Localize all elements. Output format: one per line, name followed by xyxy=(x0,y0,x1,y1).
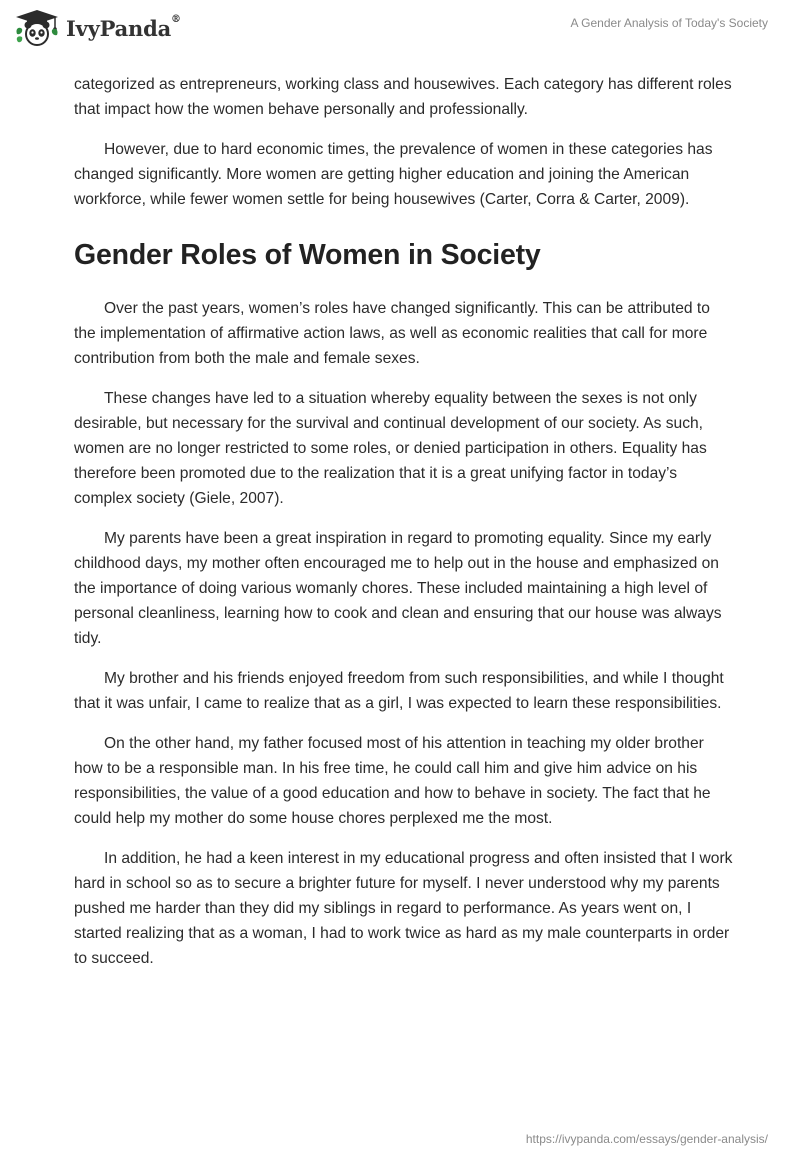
essay-content xyxy=(74,72,734,986)
page-header xyxy=(0,0,800,60)
paragraph-father: On the other hand, my father focused most of his attention in teaching my older brother how to be a responsible man. In his free time, he could call him and give him advice on his responsibilities, the value of a good education and how to behave in society. The fact that he could help my mother do some house chores perplexed me the most. xyxy=(74,735,711,827)
paragraph-equality: These changes have led to a situation whereby equality between the sexes is not only desirable, but necessary for the survival and continual development of our society. As such, women are no longer restricted to some roles, or denied participation in others. Equality has therefore been promoted due to the realization that it is a great unifying factor in today’s complex society (Giele, 2007). xyxy=(74,390,707,507)
paragraph-education: In addition, he had a keen interest in my educational progress and often insisted that I work hard in school so as to secure a brighter future for myself. I never understood why my parents pushed me harder than they did my siblings in regard to performance. As years went on, I started realizing that as a woman, I had to work twice as hard as my male counterparts in order to succeed. xyxy=(74,850,733,967)
paragraph-economic-times: However, due to hard economic times, the prevalence of women in these categories has changed significantly. More women are getting higher education and joining the American workforce, while fewer women settle for being housewives (Carter, Corra & Carter, 2009). xyxy=(74,141,713,208)
brand-name: IvyPanda® xyxy=(66,13,181,41)
paragraph-roles-changed: Over the past years, women’s roles have changed significantly. This can be attributed to the implementation of affirmative action laws, as well as economic realities that call for more contribution from both the male and female sexes. xyxy=(74,300,710,367)
paragraph-parents: My parents have been a great inspiration in regard to promoting equality. Since my early childhood days, my mother often encouraged me to help out in the house and emphasized on the importance of doing various womanly chores. These included maintaining a high level of personal cleanliness, learning how to cook and clean and ensuring that our house was always tidy. xyxy=(74,530,722,647)
paragraph-brother: My brother and his friends enjoyed freedom from such responsibilities, and while I thought that it was unfair, I came to realize that as a girl, I was expected to learn these responsibilities. xyxy=(74,670,724,712)
source-url[interactable]: https://ivypanda.com/essays/gender-analysis/ xyxy=(525,1132,768,1146)
registered-mark: ® xyxy=(171,13,181,25)
document-title: A Gender Analysis of Today's Society xyxy=(570,16,768,30)
paragraph-categories: categorized as entrepreneurs, working class and housewives. Each category has different roles that impact how the women behave personally and professionally. xyxy=(74,76,732,118)
ivypanda-logo[interactable] xyxy=(14,8,181,48)
section-heading: Gender Roles of Women in Society xyxy=(74,239,541,271)
panda-graduate-icon xyxy=(14,8,60,48)
